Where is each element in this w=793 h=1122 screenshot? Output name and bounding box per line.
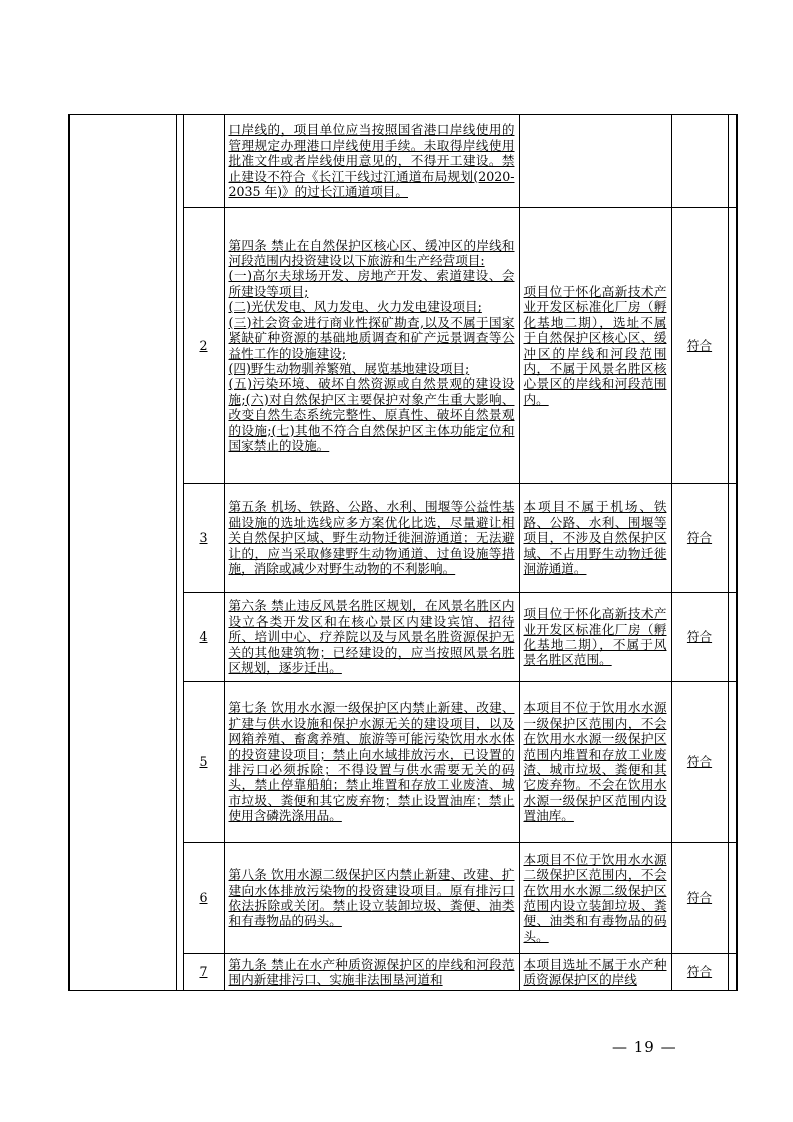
requirement-text: 第六条 禁止违反风景名胜区规划，在风景名胜区内设立各类开发区和在核心景区内建设宾馆、招待所、培训中心、疗养院以及与风景名胜资源保护无关的其他建筑物；已经建设的，应当按照风景名胜区规划，逐步迁出。: [228, 598, 515, 676]
compliance-result: 符合: [686, 629, 713, 645]
compliance-result-cell: [671, 843, 728, 954]
compliance-result: 符合: [686, 754, 713, 770]
row-number: 4: [199, 629, 208, 645]
row-number-cell: [183, 843, 224, 954]
project-description-cell: [519, 115, 671, 208]
row-number-cell: [183, 115, 224, 208]
project-description: 本项目不位于饮用水水源一级保护区范围内，不会在饮用水水源一级保护区范围内堆置和存放工业废渣、城市垃圾、粪便和其它废弃物。不会在饮用水水源一级保护区范围内设置油库。: [523, 700, 667, 824]
table-row: [69, 115, 737, 208]
project-description-cell: [519, 484, 671, 593]
compliance-result-cell: [671, 593, 728, 682]
trailing-cell: [728, 593, 737, 682]
trailing-cell: [728, 682, 737, 843]
row-number: 5: [199, 754, 208, 770]
row-number: 2: [199, 337, 208, 353]
category-cell: [69, 115, 176, 991]
row-number-cell: [183, 954, 224, 991]
row-number: 7: [199, 964, 208, 980]
page-number: — 19 —: [612, 1038, 677, 1056]
row-number-cell: [183, 593, 224, 682]
requirement-text: 第四条 禁止在自然保护区核心区、缓冲区的岸线和河段范围内投资建设以下旅游和生产经营项目: (一)高尔夫球场开发、房地产开发、索道建设、会所建设等项目; (二)光伏发电、风力发电、火力发电建设项目; (三)社会资金进行商业性探矿勘查,以及不属于国家紧缺矿种资源的基础地质调查和矿产远景调查等公益性工作的设施建设; (四)野生动物驯养繁殖、展览基地建设项目; (五)污染环境、破坏自然资源或自然景观的建设设施;(六)对自然保护区主要保护对象产生重大影响、改变自然生态系统完整性、原真性、破坏自然景观的设施;(七)其他不符合自然保护区主体功能定位和国家禁止的设施。: [228, 237, 515, 453]
requirement-text: 第八条 饮用水源二级保护区内禁止新建、改建、扩建向水体排放污染物的投资建设项目。原有排污口依法拆除或关闭。禁止设立装卸垃圾、粪便、油类和有毒物品的码头。: [228, 867, 515, 929]
spacer-cell: [176, 115, 183, 991]
row-number: 3: [199, 530, 208, 546]
project-description: 本项目选址不属于水产种质资源保护区的岸线: [523, 956, 667, 987]
compliance-result: 符合: [686, 530, 713, 546]
requirement-text-cell: [224, 484, 519, 593]
compliance-result: 符合: [686, 337, 713, 353]
requirement-text-cell: [224, 954, 519, 991]
project-description: 项目位于怀化高新技术产业开发区标准化厂房（孵化基地二期），选址不属于自然保护区核心区、缓冲区的岸线和河段范围内，不属于风景名胜区核心景区的岸线和河段范围内。: [523, 283, 667, 407]
project-description: 本项目不位于饮用水水源二级保护区范围内，不会在饮用水水源二级保护区范围内设立装卸垃圾、粪便、油类和有毒物品的码头。: [523, 851, 667, 944]
requirement-text: 第七条 饮用水水源一级保护区内禁止新建、改建、扩建与供水设施和保护水源无关的建设项目，以及网箱养殖、畜禽养殖、旅游等可能污染饮用水水体的投资建设项目；禁止向水域排放污水，已设置的排污口必须拆除；不得设置与供水需要无关的码头，禁止停靠船舶；禁止堆置和存放工业废渣、城市垃圾、粪便和其它废弃物；禁止设置油库；禁止使用含磷洗涤用品。: [228, 700, 515, 824]
requirement-text: 第九条 禁止在水产种质资源保护区的岸线和河段范围内新建排污口、实施非法围垦河道和: [228, 956, 515, 987]
project-description-cell: [519, 682, 671, 843]
project-description-cell: [519, 593, 671, 682]
trailing-cell: [728, 843, 737, 954]
compliance-result: 符合: [686, 964, 713, 980]
compliance-result-cell: [671, 954, 728, 991]
requirement-text-cell: [224, 115, 519, 208]
compliance-result-cell: [671, 115, 728, 208]
project-description: 本项目不属于机场、铁路、公路、水利、围堰等项目，不涉及自然保护区域、不占用野生动物迁徙洄游通道。: [523, 499, 667, 577]
project-description-cell: [519, 208, 671, 484]
requirement-text-cell: [224, 208, 519, 484]
row-number-cell: [183, 484, 224, 593]
project-description-cell: [519, 954, 671, 991]
trailing-cell: [728, 954, 737, 991]
requirement-text: 口岸线的，项目单位应当按照国省港口岸线使用的管理规定办理港口岸线使用手续。未取得岸线使用批准文件或者岸线使用意见的，不得开工建设。禁止建设不符合《长江干线过江通道布局规划(2020-2035 年)》的过长江通道项目。: [228, 122, 515, 200]
compliance-result-cell: [671, 682, 728, 843]
trailing-cell: [728, 484, 737, 593]
compliance-table: [68, 114, 738, 991]
requirement-text-cell: [224, 682, 519, 843]
project-description-cell: [519, 843, 671, 954]
row-number: 6: [199, 890, 208, 906]
trailing-cell: [728, 208, 737, 484]
requirement-text-cell: [224, 843, 519, 954]
project-description: 项目位于怀化高新技术产业开发区标准化厂房（孵化基地二期），不属于风景名胜区范围。: [523, 606, 667, 668]
compliance-result-cell: [671, 484, 728, 593]
row-number-cell: [183, 208, 224, 484]
compliance-result-cell: [671, 208, 728, 484]
requirement-text: 第五条 机场、铁路、公路、水利、围堰等公益性基础设施的选址选线应多方案优化比选，尽量避让相关自然保护区域、野生动物迁徙洄游通道；无法避让的，应当采取修建野生动物通道、过鱼设施等措施，消除或减少对野生动物的不利影响。: [228, 499, 515, 577]
compliance-result: 符合: [686, 890, 713, 906]
trailing-cell: [728, 115, 737, 208]
row-number-cell: [183, 682, 224, 843]
requirement-text-cell: [224, 593, 519, 682]
